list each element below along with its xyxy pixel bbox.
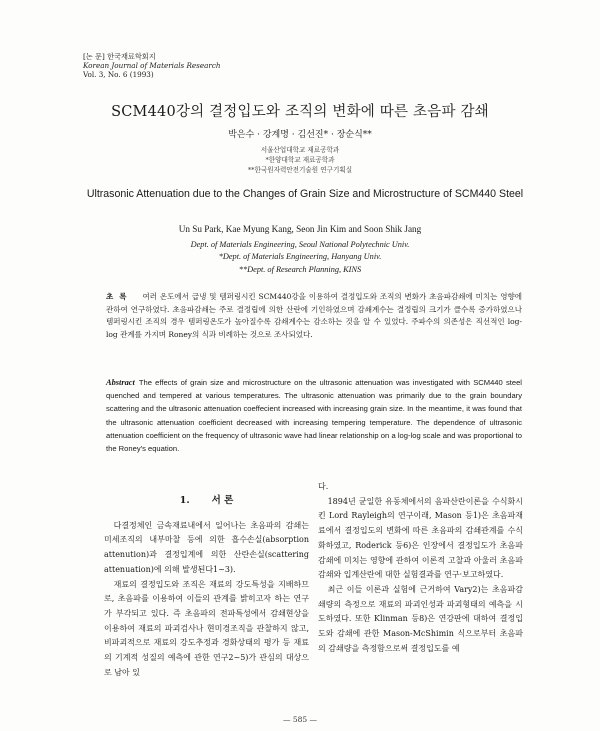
abstract-ko-text: 여러 온도에서 급냉 및 템퍼링시킨 SCM440강을 이용하여 결정입도와 조직의 변화가 초음파감쇄에 미치는 영향에 관하여 연구하였다. 초음파감쇄는 주로 결정립에 의한 산란에 기인하였으며 감쇄계수는 결정립의 크기가 클수록 증가하였으나 템퍼링시킨 조직의 경우 템퍼링온도가 높아질수록 감쇄계수는 감소하는 것을 알 수 있었다. 주파수의 의존성은 직선적인 log-log 관계를 가지며 Roney의 식과 비례하는 것으로 조사되었다. (106, 292, 522, 339)
body-column-left (104, 480, 309, 680)
body-paragraph: 최근 이들 이론과 실험에 근거하여 Vary2)는 초음파감쇄량의 측정으로 재료의 파괴인성과 파괴형태의 예측을 시도하였다. 또한 Klinman 등8)은 연강판에 대하여 결정입도와 감쇄에 관한 Mason-McShimin 식으로부터 초음파의 감쇄량을 측정함으로써 결정입도를 예 (318, 584, 523, 653)
affiliation-en-2: *Dept. of Materials Engineering, Hanyang Univ. (218, 252, 382, 262)
authors-ko: 박은수 · 강계명 · 김선진* · 장순식** (228, 130, 372, 140)
paper-title-ko: SCM440강의 결정입도와 조직의 변화에 따른 초음파 감쇄 (111, 104, 489, 120)
body-paragraph: 다결정체인 금속재료내에서 일어나는 초음파의 감쇄는 미세조직의 내부마찰 등에 의한 흡수손실(absorption attenution)과 결정입계에 의한 산란손실(scattering attenuation)에 의해 발생된다1~3). (104, 520, 309, 574)
abstract-en (106, 376, 522, 455)
journal-header (83, 52, 221, 79)
section-title: 서 론 (211, 495, 234, 506)
journal-name-en: Korean Journal of Materials Research (83, 61, 221, 70)
affiliation-ko-2: *한양대학교 재료공학과 (265, 156, 335, 165)
affiliation-ko-1: 서울산업대학교 재료공학과 (260, 146, 340, 154)
body-paragraph: 재료의 결정입도와 조직은 재료의 강도특성을 지배하므로, 초음파를 이용하여 이들의 관계를 밝히고자 하는 연구가 부각되고 있다. 즉 초음파의 전파특성에서 감쇄현상을 이용하여 재료의 파괴검사나 현미경조직을 관찰하지 않고, 비파괴적으로 재료의 강도추정과 경화상태의 평가 등 재료의 기계적 성질의 예측에 관한 연구2~5)가 관심의 대상으로 남아 있 (104, 579, 309, 677)
abstract-ko-heading: 초록 (106, 292, 133, 301)
section-number: 1. (179, 495, 190, 506)
body-column-right (318, 480, 523, 656)
abstract-en-text: The effects of grain size and microstructure on the ultrasonic attenuation was investigated with SCM440 steel quenched and tempered at various temperatures. The ultrasonic attenuation was primarily due to the grain boundary scattering and the ultrasonic attenuation coeffecient increased with increasing grain size. In the meantime, it was found that the ultrasonic attenuation coefficient decreased with increasing tempering temperature. The dependence of ultrasonic attenuation coefficient on the frequency of ultrasonic wave had linear relationship on a log-log scale and was proportional to the Roney's equation. (106, 378, 522, 454)
body-paragraph: 1894년 균일한 유동체에서의 음파산란이론을 수식화시킨 Lord Rayleigh의 연구이래, Mason 등1)은 초음파재료에서 결정입도의 변화에 따른 초음파의 감쇄관계를 수식화하였고, Roderick 등6)은 인장에서 결정입도가 초음파감쇄에 미치는 영향에 관하여 이론적 고찰과 아울러 초음파감쇄와 입계산란에 대한 실험결과를 연구·보고하였다. (318, 496, 523, 580)
section-heading (104, 494, 309, 509)
page-number: — 585 — (282, 715, 318, 724)
paper-title-en: Ultrasonic Attenuation due to the Changes of Grain Size and Microstructure of SCM440 Steel (86, 188, 524, 200)
authors-en: Un Su Park, Kae Myung Kang, Seon Jin Kim and Soon Shik Jang (178, 224, 422, 234)
affiliation-ko-3: **한국원자력안전기술원 연구기획실 (247, 166, 353, 175)
affiliation-en-3: **Dept. of Research Planning, KINS (238, 264, 362, 274)
abstract-ko (106, 291, 522, 341)
journal-name-ko: [논 문] 한국재료학회지 (83, 52, 156, 61)
journal-volume: Vol. 3, No. 6 (1993) (83, 70, 154, 79)
abstract-en-heading: Abstract (106, 378, 135, 387)
affiliations-ko (0, 145, 600, 176)
body-paragraph: 다. (318, 482, 329, 491)
affiliation-en-1: Dept. of Materials Engineering, Seoul National Polytechnic Univ. (190, 240, 410, 249)
affiliations-en (0, 239, 600, 276)
